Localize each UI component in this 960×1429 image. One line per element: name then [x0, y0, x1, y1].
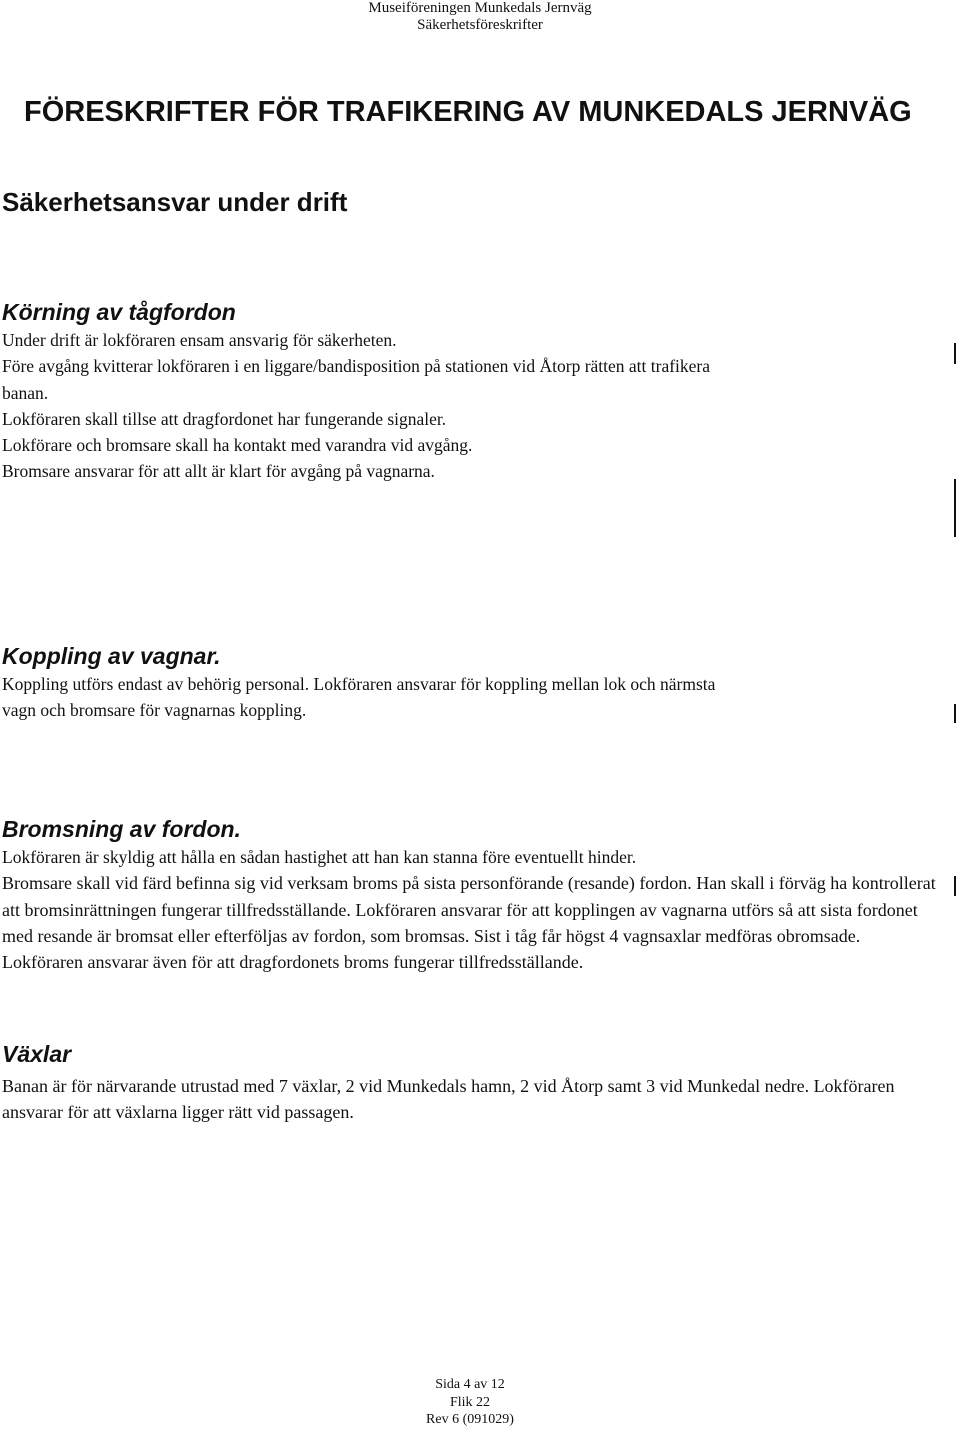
section-heading-koppling: Koppling av vagnar.: [2, 643, 221, 669]
section-korning: [2, 297, 942, 485]
document-subtitle: Säkerhetsansvar under drift: [2, 187, 348, 217]
page-header: [0, 0, 960, 34]
section-heading-bromsning: Bromsning av fordon.: [2, 816, 241, 842]
header-document-name: Säkerhetsföreskrifter: [417, 17, 543, 33]
revision-change-bar: [954, 479, 956, 537]
korning-line-5: Lokförare och bromsare skall ha kontakt med varandra vid avgång.: [2, 435, 473, 456]
section-vaxlar: [2, 1039, 942, 1126]
section-heading-vaxlar: Växlar: [2, 1041, 72, 1067]
bromsning-paragraph: Bromsare skall vid färd befinna sig vid verksam broms på sista personförande (resande) fordon. Han skall i förväg ha kontrollerat att bromsinrättningen fungerar tillfredsställande. Lokföraren ansvarar för att kopplingen av vagnarna utförs så att sista fordonet med resande är bromsat eller efterföljas av fordon, som bromsas. Sist i tåg får högst 4 vagnsaxlar medföras obromsade. Lokföraren ansvarar även för att dragfordonets broms fungerar tillfredsställande.: [2, 873, 936, 973]
section-koppling: [2, 641, 942, 724]
page-footer: [0, 1376, 940, 1429]
korning-line-1: Under drift är lokföraren ensam ansvarig för säkerheten.: [2, 330, 397, 350]
footer-tab: Flik 22: [449, 1394, 491, 1410]
section-heading-korning: Körning av tågfordon: [2, 299, 236, 325]
korning-line-4: Lokföraren skall tillse att dragfordonet har fungerande signaler.: [2, 408, 447, 429]
footer-page-number: Sida 4 av 12: [435, 1377, 505, 1392]
korning-line-2: Före avgång kvitterar lokföraren i en liggare/bandisposition på stationen vid Åtorp rätten att trafikera: [2, 356, 711, 377]
document-title: FÖRESKRIFTER FÖR TRAFIKERING AV MUNKEDALS JERNVÄG: [24, 96, 912, 128]
korning-line-3: banan.: [2, 382, 49, 403]
header-organization: Museiföreningen Munkedals Jernväg: [368, 0, 592, 16]
section-bromsning: [2, 814, 942, 975]
vaxlar-paragraph: Banan är för närvarande utrustad med 7 växlar, 2 vid Munkedals hamn, 2 vid Åtorp samt 3 vid Munkedal nedre. Lokföraren ansvarar för att växlarna ligger rätt vid passagen.: [2, 1076, 895, 1123]
bromsning-first-line: Lokföraren är skyldig att hålla en sådan hastighet att han kan stanna före eventuellt hinder.: [2, 847, 637, 867]
koppling-line-2: vagn och bromsare för vagnarnas koppling.: [2, 700, 307, 721]
revision-change-bar: [954, 704, 956, 723]
revision-change-bar: [954, 343, 956, 364]
footer-revision: Rev 6 (091029): [426, 1412, 514, 1427]
korning-line-6: Bromsare ansvarar för att allt är klart för avgång på vagnarna.: [2, 461, 435, 482]
revision-change-bar: [954, 876, 956, 896]
koppling-line-1: Koppling utförs endast av behörig personal. Lokföraren ansvarar för koppling mellan lok och närmsta: [2, 674, 716, 694]
